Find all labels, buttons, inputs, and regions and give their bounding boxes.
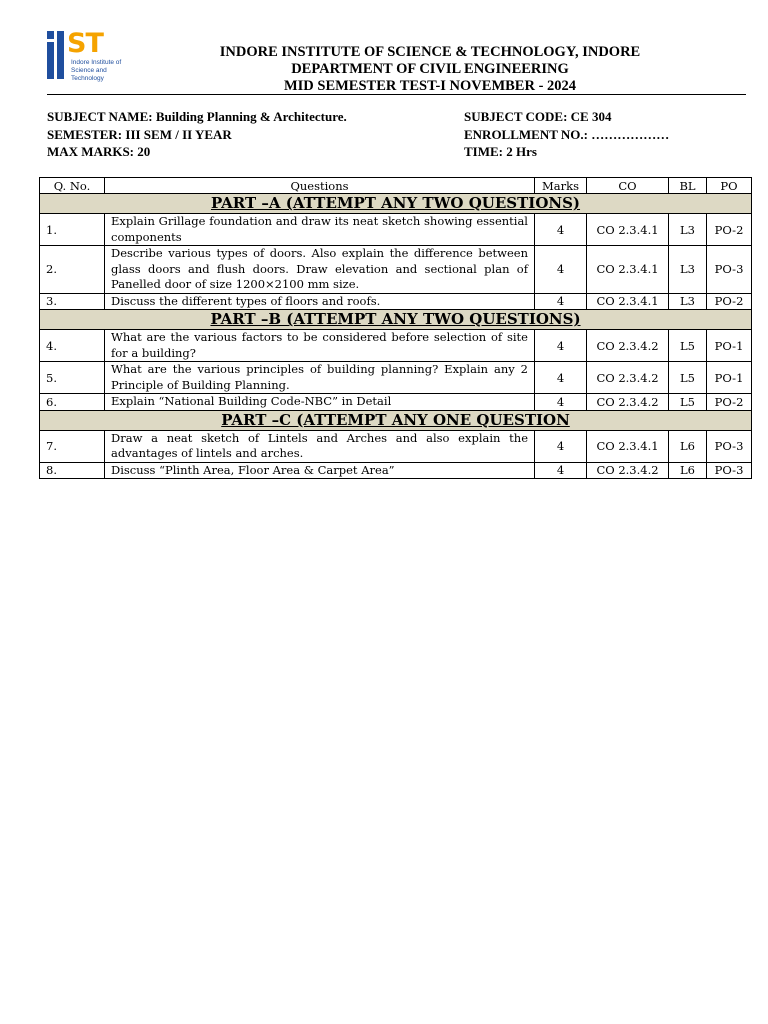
question-marks: 4 xyxy=(535,214,587,246)
table-row xyxy=(40,362,752,394)
question-marks: 4 xyxy=(535,246,587,294)
col-header-bl: BL xyxy=(669,178,707,194)
question-co: CO 2.3.4.1 xyxy=(587,214,669,246)
exam-meta-right xyxy=(464,108,669,161)
question-marks: 4 xyxy=(535,462,587,479)
exam-meta-left xyxy=(47,108,347,161)
question-co: CO 2.3.4.2 xyxy=(587,330,669,362)
institute-name: INDORE INSTITUTE OF SCIENCE & TECHNOLOGY, INDORE xyxy=(219,44,641,60)
subject-code: SUBJECT CODE: CE 304 xyxy=(464,109,612,124)
part-header-row xyxy=(40,194,752,214)
question-text: Describe various types of doors. Also explain the difference between glass doors and flush doors. Draw elevation and sectional plan of Panelled door of size 1200×2100 mm size. xyxy=(105,246,535,294)
logo-subtitle-line: Indore Institute of xyxy=(71,59,122,66)
table-row xyxy=(40,330,752,362)
question-number: 6. xyxy=(40,394,105,411)
part-header-row xyxy=(40,410,752,430)
subject-name: SUBJECT NAME: Building Planning & Architecture. xyxy=(47,109,347,124)
question-text: What are the various principles of building planning? Explain any 2 Principle of Building Planning. xyxy=(105,362,535,394)
table-row xyxy=(40,462,752,479)
max-marks: MAX MARKS: 20 xyxy=(47,144,151,159)
question-bl: L3 xyxy=(669,246,707,294)
question-bl: L5 xyxy=(669,394,707,411)
question-text: Discuss “Plinth Area, Floor Area & Carpet Area” xyxy=(105,462,535,479)
question-text: Explain Grillage foundation and draw its neat sketch showing essential components xyxy=(105,214,535,246)
logo-subtitle xyxy=(71,59,137,83)
question-number: 5. xyxy=(40,362,105,394)
logo-subtitle-line: Science and Technology xyxy=(71,67,107,82)
question-co: CO 2.3.4.1 xyxy=(587,246,669,294)
table-header-row xyxy=(40,178,752,194)
department-name: DEPARTMENT OF CIVIL ENGINEERING xyxy=(291,61,569,77)
table-row xyxy=(40,214,752,246)
question-po: PO-1 xyxy=(707,362,752,394)
question-co: CO 2.3.4.2 xyxy=(587,462,669,479)
document-header xyxy=(150,44,710,95)
question-number: 1. xyxy=(40,214,105,246)
institute-logo xyxy=(47,29,137,81)
question-bl: L6 xyxy=(669,430,707,462)
question-po: PO-2 xyxy=(707,214,752,246)
question-marks: 4 xyxy=(535,430,587,462)
question-bl: L3 xyxy=(669,293,707,310)
col-header-po: PO xyxy=(707,178,752,194)
col-header-co: CO xyxy=(587,178,669,194)
table-row xyxy=(40,246,752,294)
question-bl: L5 xyxy=(669,330,707,362)
part-title: PART –B (ATTEMPT ANY TWO QUESTIONS) xyxy=(40,310,752,330)
logo-letters: ST xyxy=(67,28,103,59)
part-title: PART –A (ATTEMPT ANY TWO QUESTIONS) xyxy=(40,194,752,214)
question-co: CO 2.3.4.1 xyxy=(587,430,669,462)
part-title: PART –C (ATTEMPT ANY ONE QUESTION xyxy=(40,410,752,430)
part-header-row xyxy=(40,310,752,330)
logo-mark-icon xyxy=(47,31,66,79)
question-po: PO-1 xyxy=(707,330,752,362)
question-marks: 4 xyxy=(535,394,587,411)
question-number: 8. xyxy=(40,462,105,479)
question-co: CO 2.3.4.2 xyxy=(587,362,669,394)
question-bl: L6 xyxy=(669,462,707,479)
exam-time: TIME: 2 Hrs xyxy=(464,144,537,159)
question-co: CO 2.3.4.1 xyxy=(587,293,669,310)
question-po: PO-2 xyxy=(707,293,752,310)
question-po: PO-3 xyxy=(707,462,752,479)
question-text: Discuss the different types of floors and roofs. xyxy=(105,293,535,310)
exam-title: MID SEMESTER TEST-I NOVEMBER - 2024 xyxy=(283,78,577,94)
question-number: 4. xyxy=(40,330,105,362)
question-marks: 4 xyxy=(535,330,587,362)
question-bl: L5 xyxy=(669,362,707,394)
question-bl: L3 xyxy=(669,214,707,246)
table-row xyxy=(40,293,752,310)
question-marks: 4 xyxy=(535,293,587,310)
col-header-marks: Marks xyxy=(535,178,587,194)
question-po: PO-3 xyxy=(707,246,752,294)
question-number: 7. xyxy=(40,430,105,462)
semester: SEMESTER: III SEM / II YEAR xyxy=(47,126,232,142)
question-text: Explain “National Building Code-NBC” in Detail xyxy=(105,394,535,411)
question-po: PO-3 xyxy=(707,430,752,462)
col-header-qno: Q. No. xyxy=(40,178,105,194)
question-text: Draw a neat sketch of Lintels and Arches and also explain the advantages of lintels and arches. xyxy=(105,430,535,462)
question-po: PO-2 xyxy=(707,394,752,411)
question-number: 2. xyxy=(40,246,105,294)
table-row xyxy=(40,430,752,462)
question-text: What are the various factors to be considered before selection of site for a building? xyxy=(105,330,535,362)
question-table xyxy=(39,177,752,479)
header-divider xyxy=(47,94,746,95)
question-number: 3. xyxy=(40,293,105,310)
question-marks: 4 xyxy=(535,362,587,394)
table-row xyxy=(40,394,752,411)
question-co: CO 2.3.4.2 xyxy=(587,394,669,411)
enrollment-no: ENROLLMENT NO.: ……………… xyxy=(464,126,670,142)
col-header-questions: Questions xyxy=(105,178,535,194)
